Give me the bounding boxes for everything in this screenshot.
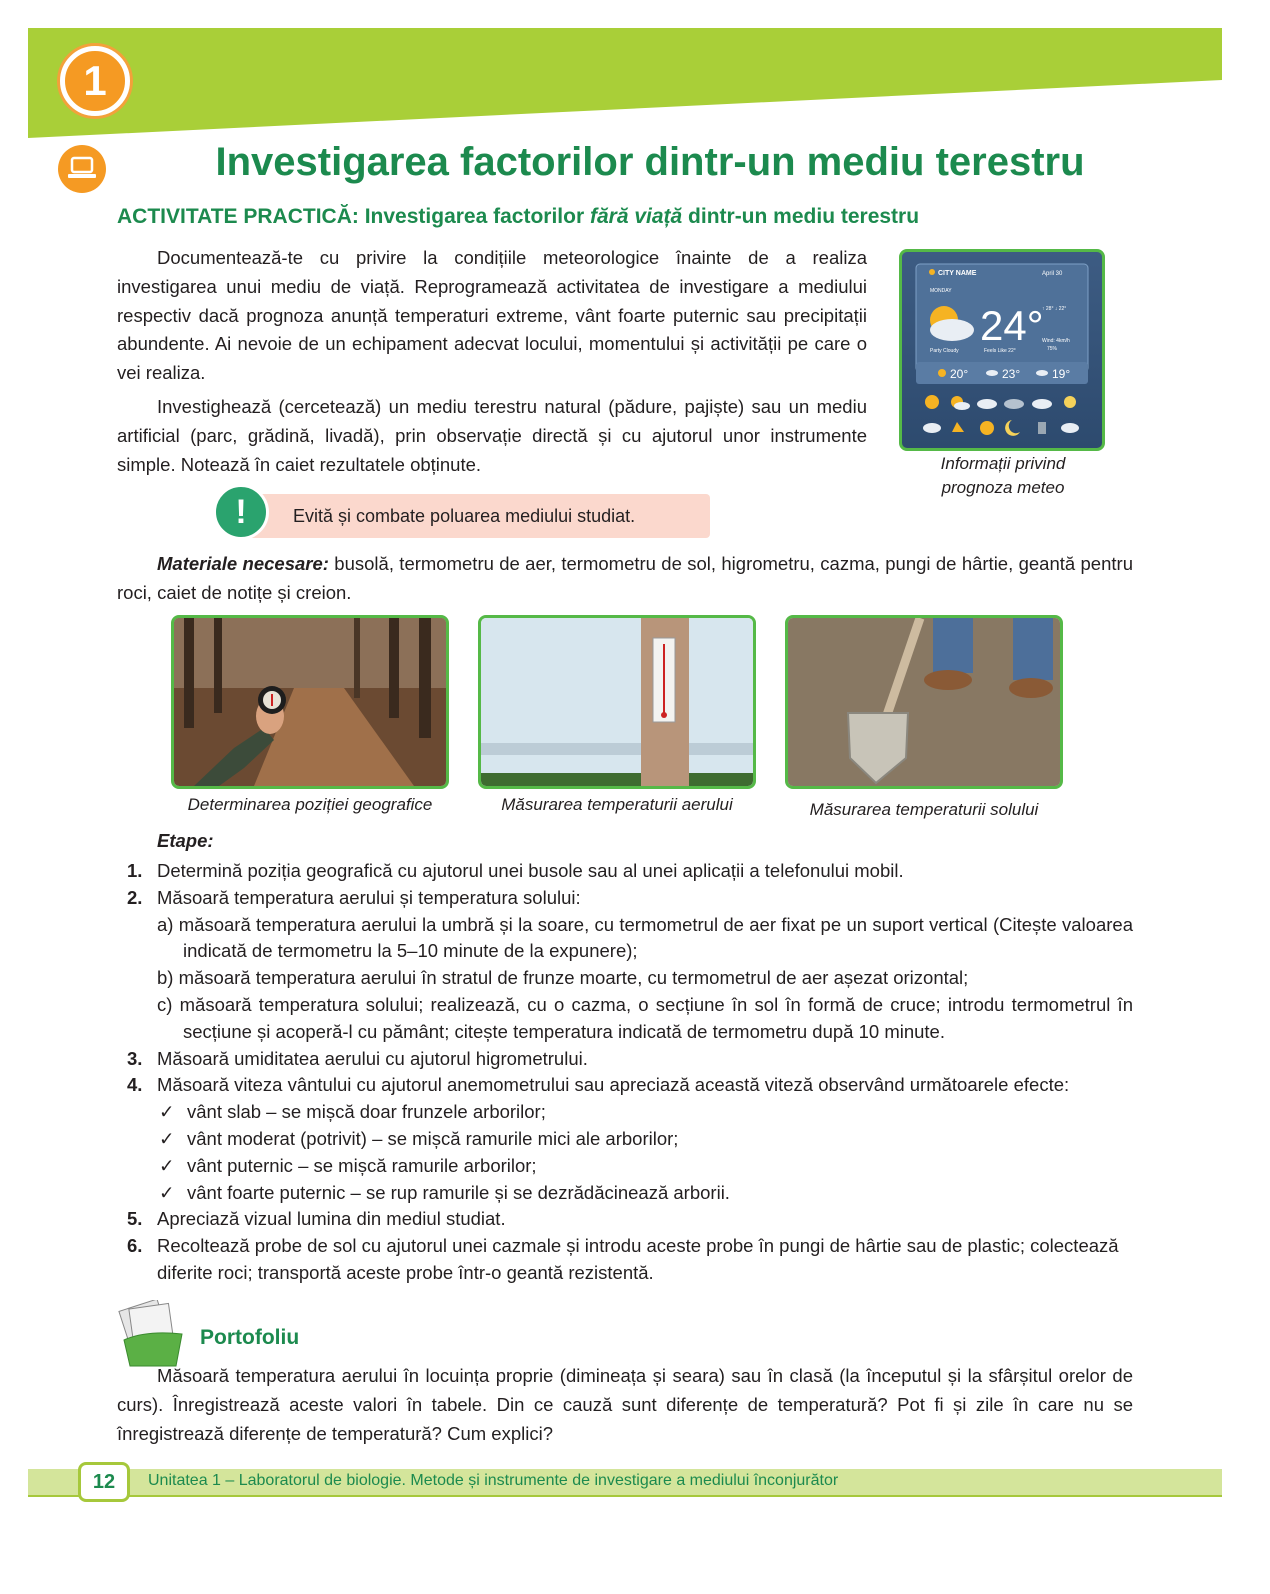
photo-soil-spade — [785, 615, 1063, 789]
step-text: Măsoară temperatura aerului și temperatura solului: — [157, 886, 581, 908]
photo-caption: Măsurarea temperaturii aerului — [501, 795, 733, 814]
unit-number-badge: 1 — [60, 46, 130, 116]
activity-label: ACTIVITATE PRACTICĂ: — [117, 205, 365, 228]
photo-compass — [171, 615, 449, 789]
step-number: 5. — [127, 1208, 143, 1230]
laptop-icon — [58, 145, 106, 193]
weather-forecast-image — [899, 249, 1105, 451]
photo-air-thermometer — [478, 615, 756, 789]
photo-caption: Măsurarea temperaturii solului — [809, 800, 1039, 819]
page-number: 12 — [78, 1462, 130, 1502]
header-band — [28, 28, 1222, 138]
substep-text: c) măsoară temperatura solului; realizează, cu o cazma, o secțiune în sol în formă de cruce; introdu termometrul în secțiune și acoperă-l cu pământ; citește temperatura indicată de termometru după 10 minute. — [157, 993, 1133, 1042]
step-number: 3. — [127, 1047, 143, 1069]
check-text: vânt slab – se mișcă doar frunzele arborilor; — [187, 1101, 546, 1123]
weather-wind: Wind: 4km/h — [1042, 338, 1070, 344]
list-item — [117, 1233, 1133, 1287]
forecast-day-2: 23° — [1002, 367, 1021, 381]
activity-title — [117, 205, 919, 229]
weather-feels: Feels Like 22° — [984, 348, 1016, 354]
portfolio-title: Portofoliu — [200, 1326, 300, 1349]
check-icon: ✓ — [159, 1101, 175, 1123]
step-number: 4. — [127, 1074, 143, 1096]
check-icon: ✓ — [159, 1154, 175, 1176]
check-text: vânt foarte puternic – se rup ramurile și se dezrădăcinează arborii. — [187, 1181, 730, 1203]
list-item — [117, 1046, 1133, 1073]
steps-title: Etape: — [157, 830, 214, 851]
check-item — [117, 1153, 1133, 1180]
materials-text: busolă, termometru de aer, termometru de sol, higrometru, cazma, pungi de hârtie, geantă pentru roci, caiet de notițe și creion. — [117, 553, 1133, 603]
weather-humidity: 75% — [1047, 346, 1058, 352]
substep-text: b) măsoară temperatura aerului în stratul de frunze moarte, cu termometrul de aer așezat orizontal; — [157, 967, 969, 989]
step-text: Măsoară viteza vântului cu ajutorul anemometrului sau apreciază această viteză observând următoarele efecte: — [157, 1074, 1070, 1096]
weather-condition: Party Cloudy — [930, 348, 959, 354]
step-text: Măsoară umiditatea aerului cu ajutorul higrometrului. — [157, 1047, 588, 1069]
step-text: Determină poziția geografică cu ajutorul unei busole sau al unei aplicații a telefonului mobil. — [157, 860, 904, 881]
activity-title-part: dintr-un mediu terestru — [682, 205, 920, 228]
weather-icons-grid — [923, 395, 1079, 436]
photo-caption: Determinarea poziției geografice — [187, 795, 433, 814]
weather-caption: Informații privind prognoza meteo — [940, 454, 1066, 497]
check-item — [117, 1126, 1133, 1153]
list-item — [117, 858, 1133, 885]
check-icon: ✓ — [159, 1181, 175, 1203]
steps-list — [117, 858, 1133, 1287]
step-text: Recoltează probe de sol cu ajutorul unei cazmale și introdu aceste probe în pungi de hârtie sau de plastic; colectează diferite roci; transportă aceste probe într-o geantă rezistentă. — [157, 1235, 1119, 1283]
step-text: Apreciază vizual lumina din mediul studiat. — [157, 1208, 506, 1230]
forecast-day-3: 19° — [1052, 367, 1071, 381]
portfolio-icon — [116, 1300, 190, 1368]
warning-text: Evită și combate poluarea mediului studiat. — [293, 506, 636, 526]
forecast-day-1: 20° — [950, 367, 969, 381]
check-text: vânt puternic – se mișcă ramurile arborilor; — [187, 1154, 537, 1176]
step-number: 1. — [127, 860, 143, 881]
intro-paragraph: Documentează-te cu privire la condițiile meteorologice înainte de a realiza investigarea unui mediu de viață. Reprogramează activitatea de investigare a mediului respectiv dacă prognoza anunță temperaturi extreme, vânt foarte puternic sau precipitații abundente. Ai nevoie de un echipament adecvat locului, momentului și activității pe care o vei realiza. — [117, 247, 867, 384]
portfolio-paragraph: Măsoară temperatura aerului în locuința proprie (dimineața și seara) sau în clasă (la începutul și la sfârșitul orelor de curs). Înregistrează aceste valori în tabele. Din ce cauză sunt diferențe de temperatură? Pot fi și zile în care nu se înregistrează diferențe de temperatură? Cum explici? — [117, 1365, 1133, 1444]
step-number: 6. — [127, 1235, 143, 1257]
step-number: 2. — [127, 886, 143, 908]
exclamation-icon: ! — [213, 484, 269, 540]
list-subitem — [117, 992, 1133, 1046]
footer-text: Unitatea 1 – Laboratorul de biologie. Metode și instrumente de investigare a mediului înconjurător — [148, 1472, 839, 1489]
check-item — [117, 1180, 1133, 1207]
list-item — [117, 885, 1133, 912]
check-icon: ✓ — [159, 1127, 175, 1149]
investigation-paragraph: Investighează (cercetează) un mediu terestru natural (pădure, pajiște) sau un mediu artificial (parc, grădină, livadă), prin observație directă și cu ajutorul unor instrumente simple. Notează în caiet rezultatele obținute. — [117, 396, 867, 475]
weather-date: April 30 — [1042, 271, 1063, 277]
substep-text: a) măsoară temperatura aerului la umbră și la soare, cu termometrul de aer fixat pe un suport vertical (Citește valoarea indicată de termometru la 5–10 minute de la expunere); — [157, 913, 1133, 962]
weather-temperature: 24° — [980, 302, 1044, 349]
check-text: vânt moderat (potrivit) – se mișcă ramurile mici ale arborilor; — [187, 1127, 679, 1149]
materials-label: Materiale necesare: — [157, 553, 329, 574]
materials-paragraph — [117, 550, 1133, 608]
footer-divider — [28, 1495, 1222, 1497]
activity-title-part: Investigarea factorilor — [364, 205, 590, 228]
activity-title-emphasis: fără viață — [589, 205, 683, 228]
weather-range: ↑ 28° ↓ 22° — [1042, 306, 1067, 312]
weather-day: MONDAY — [930, 288, 952, 294]
list-subitem — [117, 912, 1133, 966]
page-title: Investigarea factorilor dintr-un mediu terestru — [215, 140, 1085, 184]
check-item — [117, 1099, 1133, 1126]
list-subitem — [117, 965, 1133, 992]
weather-city: CITY NAME — [938, 270, 977, 277]
list-item — [117, 1072, 1133, 1099]
list-item — [117, 1206, 1133, 1233]
